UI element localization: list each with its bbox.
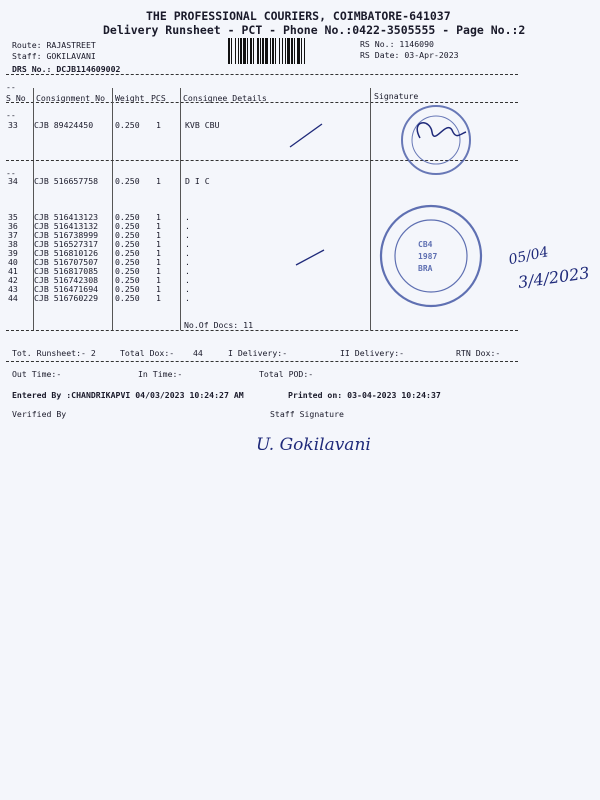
handwritten-date-b: 3/4/2023 xyxy=(516,263,591,292)
table-row: 36 CJB 516413132 0.250 1 . xyxy=(8,221,190,231)
divider-top xyxy=(6,74,518,75)
row-details: D I C xyxy=(185,176,210,186)
rs-date: RS Date: 03-Apr-2023 xyxy=(360,50,459,60)
total-dox-value: 44 xyxy=(193,348,203,358)
divider-marks: -- xyxy=(6,168,16,178)
tot-runsheet: Tot. Runsheet:- 2 xyxy=(12,348,96,358)
in-time: In Time:- xyxy=(138,369,183,379)
col-line-4 xyxy=(370,88,371,330)
table-row xyxy=(8,121,368,130)
col-consignment: Consignment No xyxy=(36,93,106,103)
row-weight: 0.250 xyxy=(115,176,140,186)
staff-handwritten-signature: U. Gokilavani xyxy=(256,435,371,455)
rtn-dox: RTN Dox:- xyxy=(456,348,501,358)
no-of-docs: No.Of Docs: 11 xyxy=(184,320,254,330)
company-stamp-1 xyxy=(402,106,470,174)
row-pcs: 1 xyxy=(156,120,161,130)
barcode xyxy=(228,38,352,64)
col-pcs: PCS xyxy=(151,93,166,103)
row-weight: 0.250 xyxy=(115,120,140,130)
table-row: 39 CJB 516810126 0.250 1 . xyxy=(8,248,190,258)
total-dox-label: Total Dox:- xyxy=(120,348,175,358)
total-pod: Total POD:- xyxy=(259,369,314,379)
i-delivery: I Delivery:- xyxy=(228,348,288,358)
table-row: 42 CJB 516742308 0.250 1 . xyxy=(8,275,190,285)
col-signature: Signature xyxy=(374,91,419,101)
summary-divider xyxy=(6,361,518,362)
row-consignment: CJB 516657758 xyxy=(34,176,99,186)
staff-label: Staff: GOKILAVANI xyxy=(12,51,96,61)
table-row xyxy=(8,177,368,186)
table-row: 41 CJB 516817085 0.250 1 . xyxy=(8,266,190,276)
row-details: KVB CBU xyxy=(185,120,220,130)
ii-delivery: II Delivery:- xyxy=(340,348,405,358)
table-row: 38 CJB 516527317 0.250 1 . xyxy=(8,239,190,249)
row-pcs: 1 xyxy=(156,176,161,186)
route-label: Route: RAJASTREET xyxy=(12,40,96,50)
rs-number: RS No.: 1146090 xyxy=(360,39,434,49)
col-weight: Weight xyxy=(115,93,145,103)
row-sno: 33 xyxy=(8,120,18,130)
signature-scribble xyxy=(417,123,466,138)
col-consignee: Consignee Details xyxy=(183,93,267,103)
out-time: Out Time:- xyxy=(12,369,62,379)
divider-marks: -- xyxy=(6,110,16,120)
company-stamp-2 xyxy=(381,206,481,306)
table-row: 40 CJB 516707507 0.250 1 . xyxy=(8,257,190,267)
table-row: 37 CJB 516738999 0.250 1 . xyxy=(8,230,190,240)
header-divider xyxy=(6,102,518,103)
col-sno: S No xyxy=(6,93,26,103)
row-consignment: CJB 89424450 xyxy=(34,120,94,130)
table-row: 44 CJB 516760229 0.250 1 . xyxy=(8,293,190,303)
staff-signature-label: Staff Signature xyxy=(270,409,344,419)
stamp-inner-text: 1987 xyxy=(418,252,438,261)
stamp-inner-text: BRA xyxy=(418,264,433,273)
entered-by: Entered By :CHANDRIKAPVI 04/03/2023 10:24:27 AM xyxy=(12,390,244,400)
barcode-bar xyxy=(305,38,306,64)
row-divider xyxy=(6,160,518,161)
table-bottom-divider xyxy=(6,330,518,331)
table-row: 43 CJB 516471694 0.250 1 . xyxy=(8,284,190,294)
stamp-inner-text: CB4 xyxy=(418,240,433,249)
divider-marks: -- xyxy=(6,82,16,92)
printed-on: Printed on: 03-04-2023 10:24:37 xyxy=(288,390,441,400)
handwritten-date-a: 05/04 xyxy=(507,244,551,269)
row-sno: 34 xyxy=(8,176,18,186)
verified-by: Verified By xyxy=(12,409,67,419)
company-title: THE PROFESSIONAL COURIERS, COIMBATORE-641037 xyxy=(146,9,451,23)
drs-number: DRS No.: DCJB114609002 xyxy=(12,64,121,74)
runsheet-subtitle: Delivery Runsheet - PCT - Phone No.:0422-3505555 - Page No.:2 xyxy=(103,23,526,37)
table-row: 35 CJB 516413123 0.250 1 . xyxy=(8,212,190,222)
